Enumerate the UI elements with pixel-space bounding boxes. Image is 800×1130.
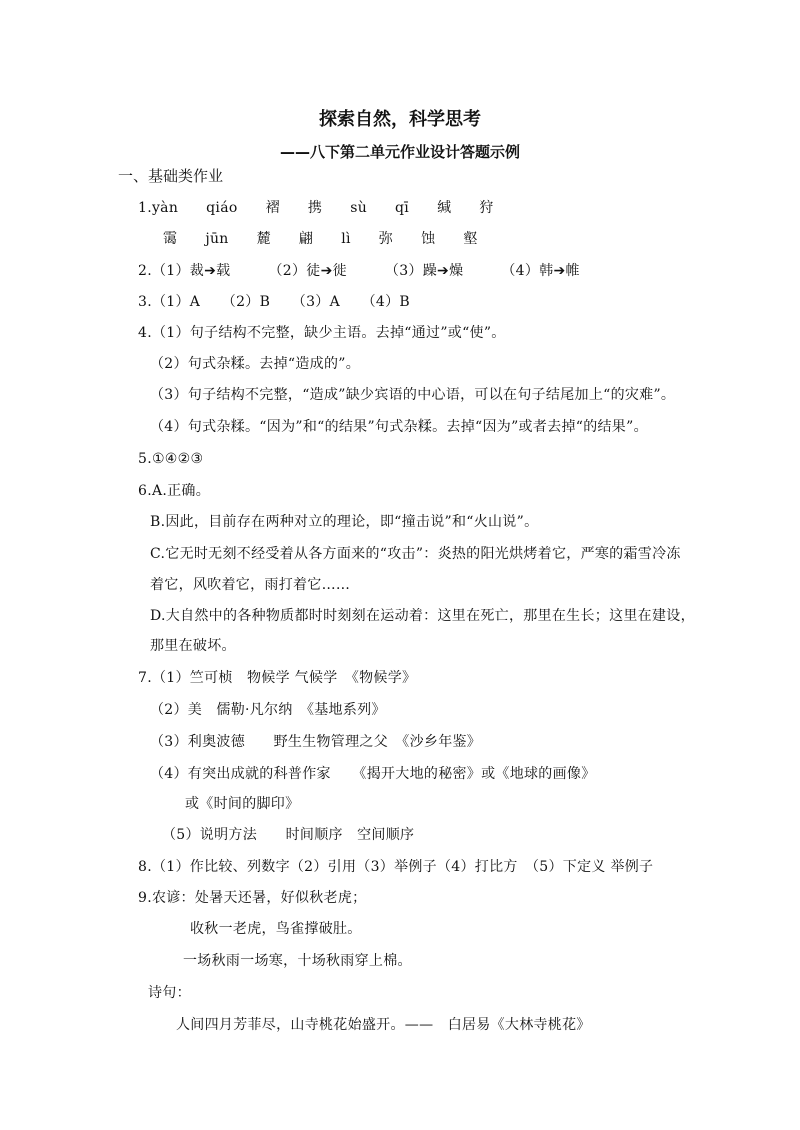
q6-line-c1: C.它无时无刻不经受着从各方面来的“攻击”：炎热的阳光烘烤着它，严寒的霜雪冷冻	[150, 546, 681, 562]
char-answer: 褶	[265, 200, 280, 216]
wrong-char: 徒	[306, 263, 321, 279]
q6-line-d2: 那里在破坏。	[150, 638, 236, 654]
char-answer: 壑	[463, 231, 478, 247]
q4-line-3: （3）句子结构不完整，“造成”缺少宾语的中心语，可以在句子结尾加上“的灾难”。	[150, 387, 676, 403]
q1-row1	[138, 198, 494, 218]
q4-line-4: （4）句式杂糅。“因为”和“的结果”句式杂糅。去掉“因为”或者去掉“的结果”。	[150, 419, 648, 435]
q8-line: 8.（1）作比较、列数字（2）引用（3）举例子（4）打比方 （5）下定义 举例子	[138, 859, 654, 875]
q3-line: 3.（1）A （2）B （3）A （4）B	[138, 294, 410, 310]
q5-line: 5.①④②③	[138, 451, 204, 467]
pinyin-answer: qiáo	[206, 200, 238, 216]
item-number: （4）	[501, 263, 540, 279]
q4-line-1: 4.（1）句子结构不完整，缺少主语。去掉“通过”或“使”。	[138, 325, 506, 341]
q2-line	[138, 261, 580, 281]
correct-char: 帷	[565, 263, 580, 279]
pinyin-answer: yàn	[151, 200, 179, 216]
q6-line-b: B.因此，目前存在两种对立的理论，即“撞击说”和“火山说”。	[150, 514, 539, 530]
q7-line-1: 7.（1）竺可桢 物候学 气候学 《物候学》	[138, 670, 417, 686]
char-answer: 霭	[163, 231, 178, 247]
wrong-char: 裁	[189, 263, 205, 279]
item-number: （2）	[268, 263, 307, 279]
arrow-right-icon: ➔	[437, 263, 450, 279]
page-title: 探索自然，科学思考	[319, 109, 481, 130]
page-subtitle: ——八下第二单元作业设计答题示例	[279, 143, 520, 161]
q7-line-3: （3）利奥波德 野生生物管理之父 《沙乡年鉴》	[150, 734, 482, 750]
q6-line-a: 6.A.正确。	[138, 483, 211, 499]
char-answer: 翩	[298, 231, 314, 247]
item-number: （1）	[151, 263, 190, 279]
correct-char: 徙	[332, 263, 347, 279]
q7-line-4: （4）有突出成就的科普作家 《揭开大地的秘密》或《地球的画像》	[150, 766, 596, 782]
char-answer: 携	[307, 200, 323, 216]
q9-line-3: 一场秋雨一场寒，十场秋雨穿上棉。	[183, 953, 412, 969]
pinyin-answer: sù	[350, 200, 368, 216]
wrong-char: 韩	[539, 263, 554, 279]
arrow-right-icon: ➔	[320, 263, 333, 279]
q7-line-2: （2）美 儒勒·凡尔纳 《基地系列》	[150, 702, 386, 718]
q1-label: 1.	[138, 200, 152, 216]
pinyin-answer: jūn	[205, 231, 229, 247]
wrong-char: 躁	[422, 263, 438, 279]
q6-line-c2: 着它，风吹着它，雨打着它……	[150, 577, 351, 593]
char-answer: 弥	[378, 231, 394, 247]
char-answer: 麓	[256, 231, 271, 247]
q2-label: 2.	[138, 263, 152, 279]
char-answer: 狩	[479, 200, 494, 216]
arrow-right-icon: ➔	[553, 263, 566, 279]
section-heading-basic: 一、基础类作业	[118, 167, 224, 185]
q7-line-5: （5）说明方法 时间顺序 空间顺序	[162, 827, 415, 843]
q9-line-2: 收秋一老虎，鸟雀撑破肚。	[190, 921, 362, 937]
correct-char: 载	[216, 263, 231, 279]
item-number: （3）	[384, 263, 423, 279]
q6-line-d1: D.大自然中的各种物质都时时刻刻在运动着：这里在死亡，那里在生长；这里在建设，	[150, 608, 695, 624]
q9-line-1: 9.农谚：处暑天还暑，好似秋老虎；	[138, 890, 367, 906]
char-answer: 缄	[437, 200, 452, 216]
q1-row2	[163, 229, 478, 249]
pinyin-answer: lì	[341, 231, 351, 247]
correct-char: 燥	[449, 263, 464, 279]
q7-line-4-cont: 或《时间的脚印》	[185, 796, 300, 812]
arrow-right-icon: ➔	[204, 263, 217, 279]
q9-line-5: 人间四月芳菲尽，山寺桃花始盛开。—— 白居易《大林寺桃花》	[176, 1017, 591, 1033]
q4-line-2: （2）句式杂糅。去掉“造成的”。	[150, 356, 361, 372]
q9-line-4: 诗句：	[148, 985, 191, 1001]
char-answer: 蚀	[421, 231, 436, 247]
pinyin-answer: qī	[395, 200, 410, 216]
